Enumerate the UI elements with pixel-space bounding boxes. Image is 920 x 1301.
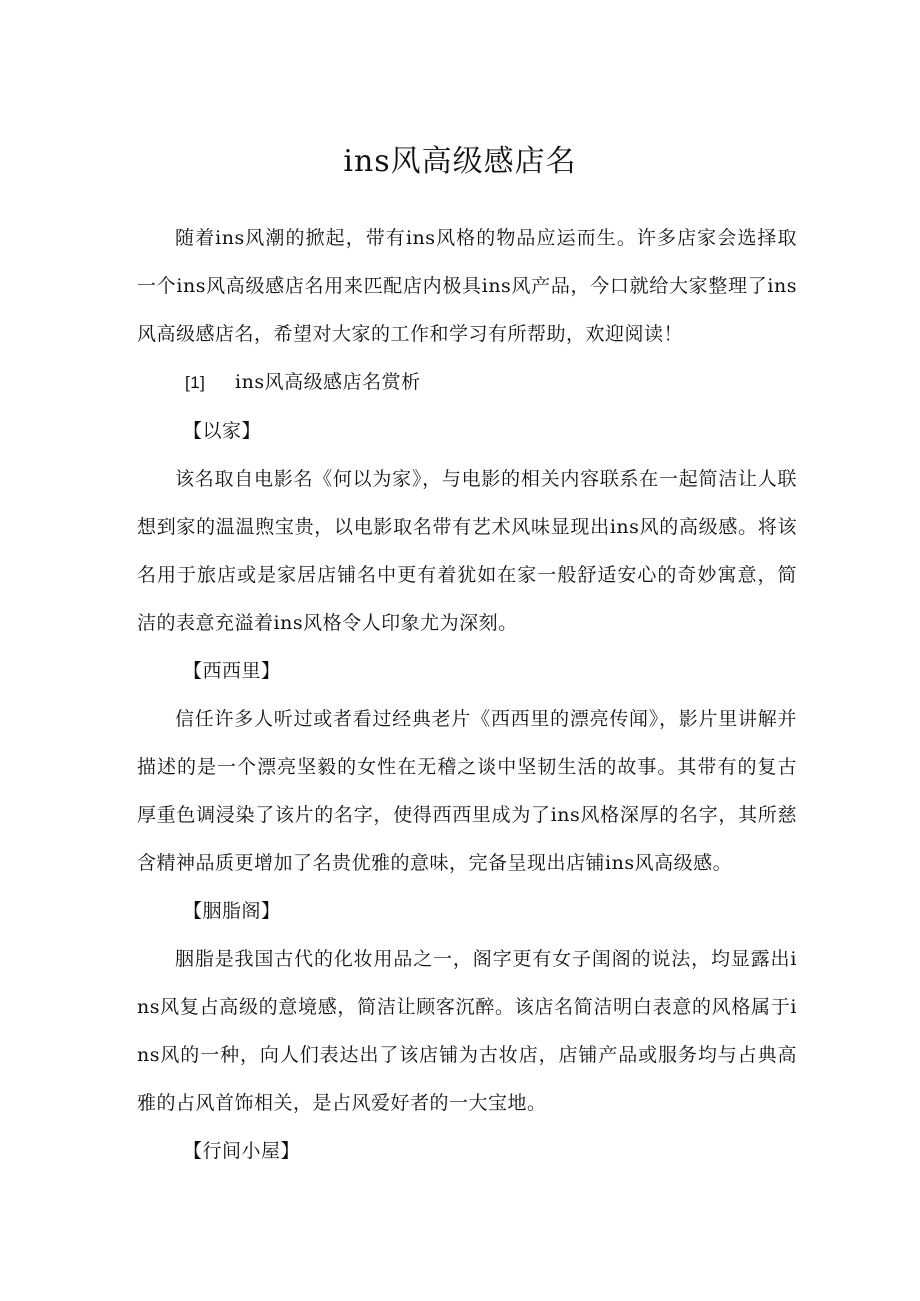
entry-heading-xixili: 【西西里】 [183,660,281,682]
entry-paragraph-xixili: 信任许多人听过或者看过经典老片《西西里的漂亮传闻》，影片里讲解并描述的是一个漂亮坚毅的女性在无稽之谈中坚韧生活的故事。其带有的复古厚重色调浸染了该片的名字，使得西西里成为了ins风格深厚的名字，其所慈含精神品质更增加了名贵优雅的意味，完备呈现出店铺ins风高级感。 [137,708,797,874]
section-label: ins风高级感店名赏析 [235,371,421,393]
entry-paragraph-yijia: 该名取自电影名《何以为家》，与电影的相关内容联系在一起简洁让人联想到家的温温煦宝贵，以电影取名带有艺术风味显现出ins风的高级感。将该名用于旅店或是家居店铺名中更有着犹如在家一般舒适安心的奇妙寓意，简洁的表意充溢着ins风格令人印象尤为深刻。 [137,468,797,634]
section-number: [1] [185,373,206,392]
entry-heading-yijia: 【以家】 [183,420,262,442]
document-body [137,214,797,1175]
document-title: ins风高级感店名 [343,144,577,179]
entry-paragraph-yanzhige: 胭脂是我国古代的化妆用品之一，阁字更有女子闺阁的说法，均显露出ins风复占高级的意境感，简洁让顾客沉醉。该店名简洁明白表意的风格属于ins风的一种，向人们表达出了该店铺为古妆店，店铺产品或服务均与占典高雅的占风首饰相关，是占风爱好者的一大宝地。 [137,948,797,1114]
section-heading [137,358,797,407]
entry-heading-yanzhige: 【胭脂阁】 [183,900,281,922]
entry-heading-xingjianxiaowu: 【行间小屋】 [183,1140,301,1162]
intro-paragraph: 随着ins风潮的掀起，带有ins风格的物品应运而生。许多店家会选择取一个ins风高级感店名用来匹配店内极具ins风产品，今口就给大家整理了ins风高级感店名，希望对大家的工作和学习有所帮助，欢迎阅读！ [137,227,797,345]
